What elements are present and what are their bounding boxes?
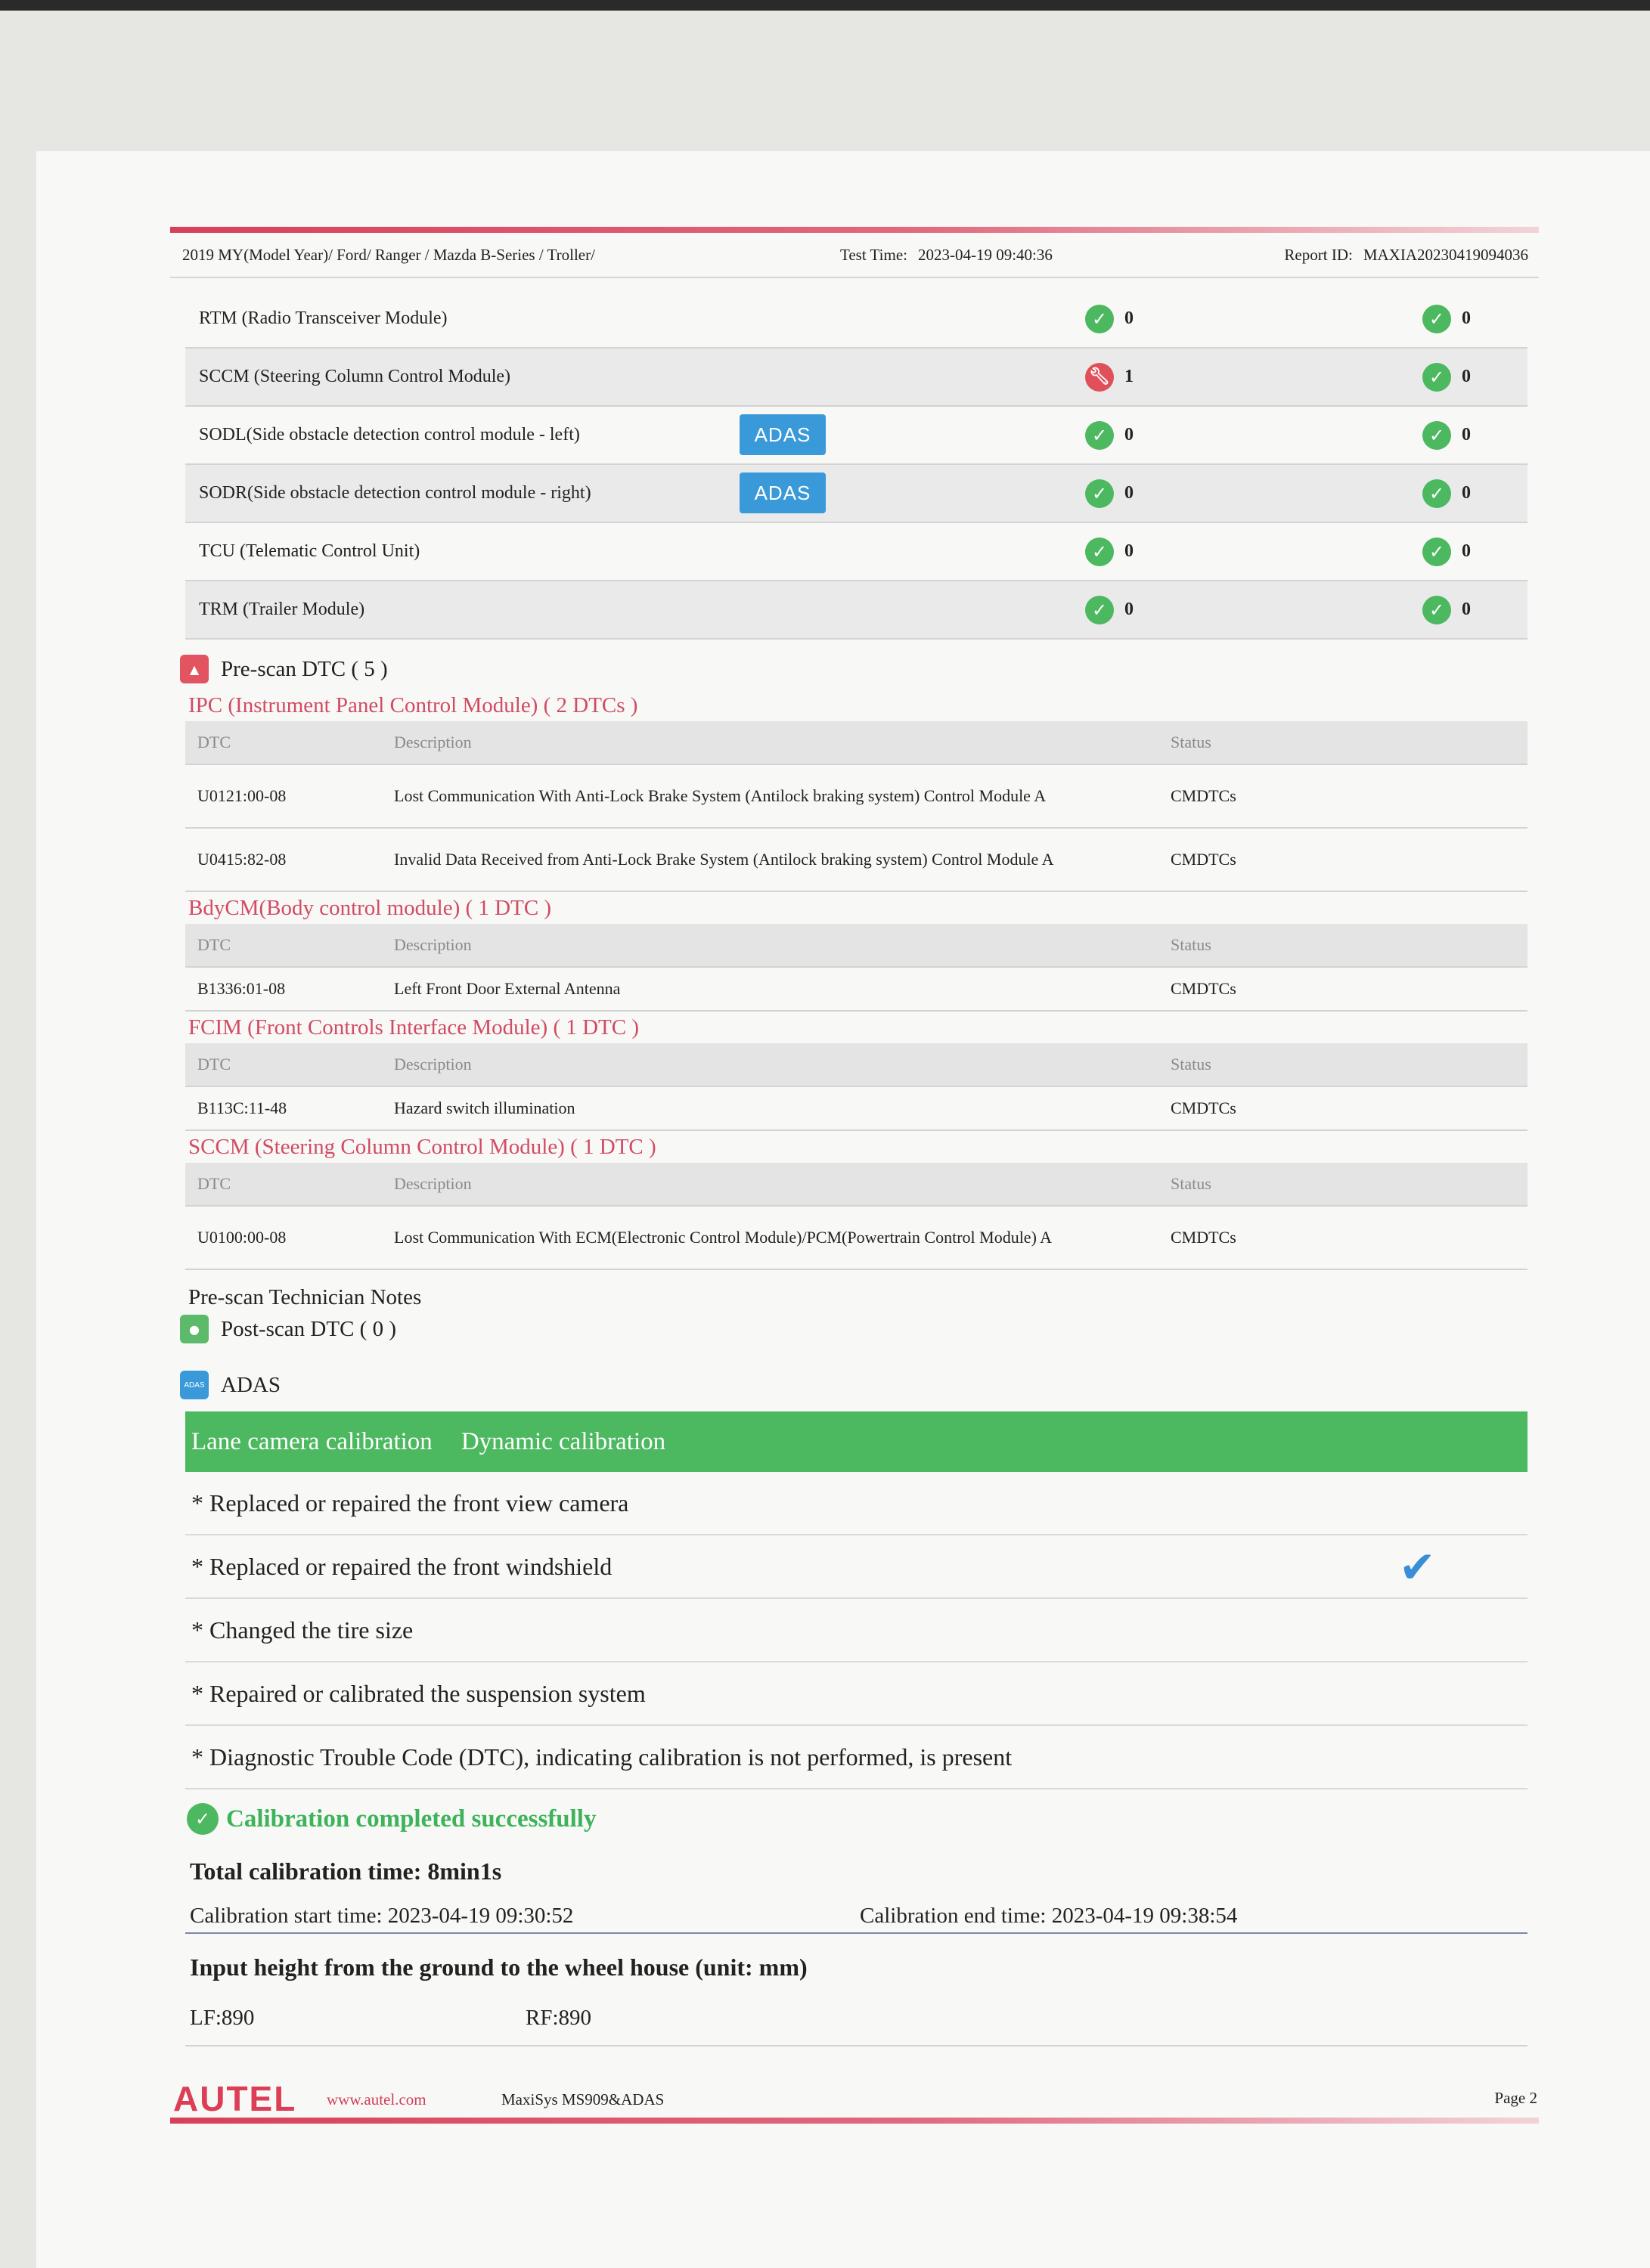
postscan-count: ✓ 0 bbox=[1422, 596, 1471, 624]
dtc-table-header: DTC Description Status bbox=[185, 1163, 1527, 1207]
calibration-condition: * Replaced or repaired the front windshield ✔ bbox=[185, 1535, 1527, 1599]
product-name: MaxiSys MS909&ADAS bbox=[501, 2090, 665, 2108]
adas-badge: ADAS bbox=[740, 472, 826, 513]
page-number: Page 2 bbox=[1494, 2089, 1537, 2107]
postscan-count: ✓ 0 bbox=[1422, 363, 1471, 392]
prescan-count: ✓ 0 bbox=[1085, 421, 1134, 450]
wrench-icon: 🔧︎ bbox=[1085, 363, 1114, 392]
dtc-table bbox=[185, 924, 1527, 1012]
dtc-row bbox=[185, 1207, 1527, 1270]
total-calibration-time: Total calibration time: 8min1s bbox=[190, 1857, 502, 1885]
dtc-description: Lost Communication With ECM(Electronic Control Module)/PCM(Powertrain Control Module) A bbox=[394, 1228, 1053, 1247]
dtc-row bbox=[185, 829, 1527, 892]
dtc-description: Invalid Data Received from Anti-Lock Brake System (Antilock braking system) Control Module A bbox=[394, 850, 1054, 869]
postscan-count: ✓ 0 bbox=[1422, 421, 1471, 450]
check-circle-icon: ✓ bbox=[1422, 538, 1451, 566]
module-row bbox=[185, 349, 1527, 407]
adas-icon: ADAS bbox=[180, 1371, 209, 1399]
dtc-module-title: FCIM (Front Controls Interface Module) ( 1 DTC ) bbox=[188, 1015, 640, 1040]
dtc-status: CMDTCs bbox=[1171, 786, 1236, 805]
prescan-count: ✓ 0 bbox=[1085, 538, 1134, 566]
vehicle-info: 2019 MY(Model Year)/ Ford/ Ranger / Mazda B-Series / Troller/ bbox=[182, 245, 595, 264]
wheel-heights bbox=[185, 1998, 1527, 2046]
dtc-description: Left Front Door External Antenna bbox=[394, 979, 621, 998]
module-row bbox=[185, 581, 1527, 640]
footer-rule bbox=[170, 2118, 1539, 2124]
calibration-times bbox=[185, 1885, 1527, 1934]
dtc-status: CMDTCs bbox=[1171, 850, 1236, 869]
dtc-module-title: IPC (Instrument Panel Control Module) ( 2 DTCs ) bbox=[188, 693, 638, 717]
dtc-module-title: SCCM (Steering Column Control Module) ( 1 DTC ) bbox=[188, 1135, 656, 1159]
report-header bbox=[170, 233, 1539, 278]
dtc-code: B1336:01-08 bbox=[197, 979, 286, 998]
adas-badge: ADAS bbox=[740, 414, 826, 455]
module-row bbox=[185, 407, 1527, 465]
check-circle-icon: ✓ bbox=[1085, 305, 1114, 333]
dtc-description: Hazard switch illumination bbox=[394, 1098, 575, 1117]
autel-logo: AUTEL bbox=[173, 2079, 297, 2118]
calibration-condition: * Replaced or repaired the front view camera bbox=[185, 1472, 1527, 1535]
postscan-heading: ● Post-scan DTC ( 0 ) bbox=[180, 1315, 1539, 1343]
calibration-conditions bbox=[170, 1472, 1539, 1789]
dtc-status: CMDTCs bbox=[1171, 1228, 1236, 1247]
check-circle-icon: ✓ bbox=[187, 1803, 219, 1835]
calibration-condition: * Diagnostic Trouble Code (DTC), indicating calibration is not performed, is present bbox=[185, 1726, 1527, 1789]
dtc-code: U0100:00-08 bbox=[197, 1228, 287, 1247]
prescan-count: ✓ 0 bbox=[1085, 305, 1134, 333]
wheel-height-title: Input height from the ground to the wheel house (unit: mm) bbox=[190, 1954, 808, 1981]
car-ok-icon: ● bbox=[180, 1315, 209, 1343]
dtc-code: U0121:00-08 bbox=[197, 786, 287, 805]
dtc-description: Lost Communication With Anti-Lock Brake System (Antilock braking system) Control Module A bbox=[394, 786, 1047, 805]
header-rule bbox=[170, 227, 1539, 233]
dtc-module-title: BdyCM(Body control module) ( 1 DTC ) bbox=[188, 896, 552, 920]
postscan-count: ✓ 0 bbox=[1422, 479, 1471, 508]
module-status-table bbox=[185, 290, 1527, 640]
car-alert-icon: ▲ bbox=[180, 655, 209, 683]
report-footer bbox=[170, 2046, 1539, 2118]
dtc-row bbox=[185, 1087, 1527, 1131]
module-name: TRM (Trailer Module) bbox=[199, 600, 365, 619]
prescan-count: ✓ 0 bbox=[1085, 596, 1134, 624]
module-name: SODR(Side obstacle detection control module - right) bbox=[199, 483, 591, 503]
check-circle-icon: ✓ bbox=[1422, 305, 1451, 333]
module-row bbox=[185, 290, 1527, 349]
checkmark-icon: ✔ bbox=[1399, 1541, 1436, 1593]
check-circle-icon: ✓ bbox=[1422, 596, 1451, 624]
check-circle-icon: ✓ bbox=[1085, 421, 1114, 450]
calibration-condition: * Changed the tire size bbox=[185, 1599, 1527, 1662]
dtc-table-header: DTC Description Status bbox=[185, 924, 1527, 968]
dtc-code: B113C:11-48 bbox=[197, 1098, 287, 1117]
check-circle-icon: ✓ bbox=[1422, 479, 1451, 508]
website-link[interactable]: www.autel.com bbox=[327, 2090, 426, 2108]
dtc-status: CMDTCs bbox=[1171, 979, 1236, 998]
prescan-count: 🔧︎ 1 bbox=[1085, 363, 1134, 392]
dtc-code: U0415:82-08 bbox=[197, 850, 287, 869]
calibration-start-time: Calibration start time: 2023-04-19 09:30:52 bbox=[190, 1904, 574, 1928]
dtc-table bbox=[185, 721, 1527, 892]
module-name: SODL(Side obstacle detection control module - left) bbox=[199, 425, 580, 445]
test-time: Test Time: 2023-04-19 09:40:36 bbox=[840, 245, 1053, 264]
check-circle-icon: ✓ bbox=[1085, 596, 1114, 624]
scan-border bbox=[0, 0, 1650, 11]
check-circle-icon: ✓ bbox=[1085, 538, 1114, 566]
dtc-row bbox=[185, 968, 1527, 1012]
dtc-table bbox=[185, 1163, 1527, 1270]
module-row bbox=[185, 523, 1527, 581]
module-name: RTM (Radio Transceiver Module) bbox=[199, 308, 448, 328]
dtc-table-header: DTC Description Status bbox=[185, 1043, 1527, 1087]
prescan-dtc-groups bbox=[170, 689, 1539, 1270]
check-circle-icon: ✓ bbox=[1085, 479, 1114, 508]
check-circle-icon: ✓ bbox=[1422, 363, 1451, 392]
calibration-end-time: Calibration end time: 2023-04-19 09:38:54 bbox=[860, 1904, 1238, 1928]
module-row bbox=[185, 465, 1527, 523]
prescan-notes: Pre-scan Technician Notes bbox=[188, 1285, 422, 1309]
calibration-result: ✓ Calibration completed successfully bbox=[187, 1803, 1539, 1835]
dtc-table bbox=[185, 1043, 1527, 1131]
report-id: Report ID: MAXIA20230419094036 bbox=[1284, 245, 1528, 264]
wheel-height-lf: LF:890 bbox=[190, 2006, 255, 2030]
adas-heading: ADAS ADAS bbox=[180, 1371, 1539, 1399]
dtc-status: CMDTCs bbox=[1171, 1098, 1236, 1117]
prescan-count: ✓ 0 bbox=[1085, 479, 1134, 508]
calibration-bar: Lane camera calibration Dynamic calibration bbox=[185, 1411, 1527, 1472]
calibration-condition: * Repaired or calibrated the suspension system bbox=[185, 1662, 1527, 1726]
dtc-table-header: DTC Description Status bbox=[185, 721, 1527, 765]
prescan-heading: ▲ Pre-scan DTC ( 5 ) bbox=[180, 655, 1539, 683]
check-circle-icon: ✓ bbox=[1422, 421, 1451, 450]
module-name: SCCM (Steering Column Control Module) bbox=[199, 367, 511, 386]
postscan-count: ✓ 0 bbox=[1422, 538, 1471, 566]
postscan-count: ✓ 0 bbox=[1422, 305, 1471, 333]
wheel-height-rf: RF:890 bbox=[526, 2006, 592, 2030]
dtc-row bbox=[185, 765, 1527, 829]
module-name: TCU (Telematic Control Unit) bbox=[199, 541, 420, 561]
report-content bbox=[170, 227, 1539, 2124]
